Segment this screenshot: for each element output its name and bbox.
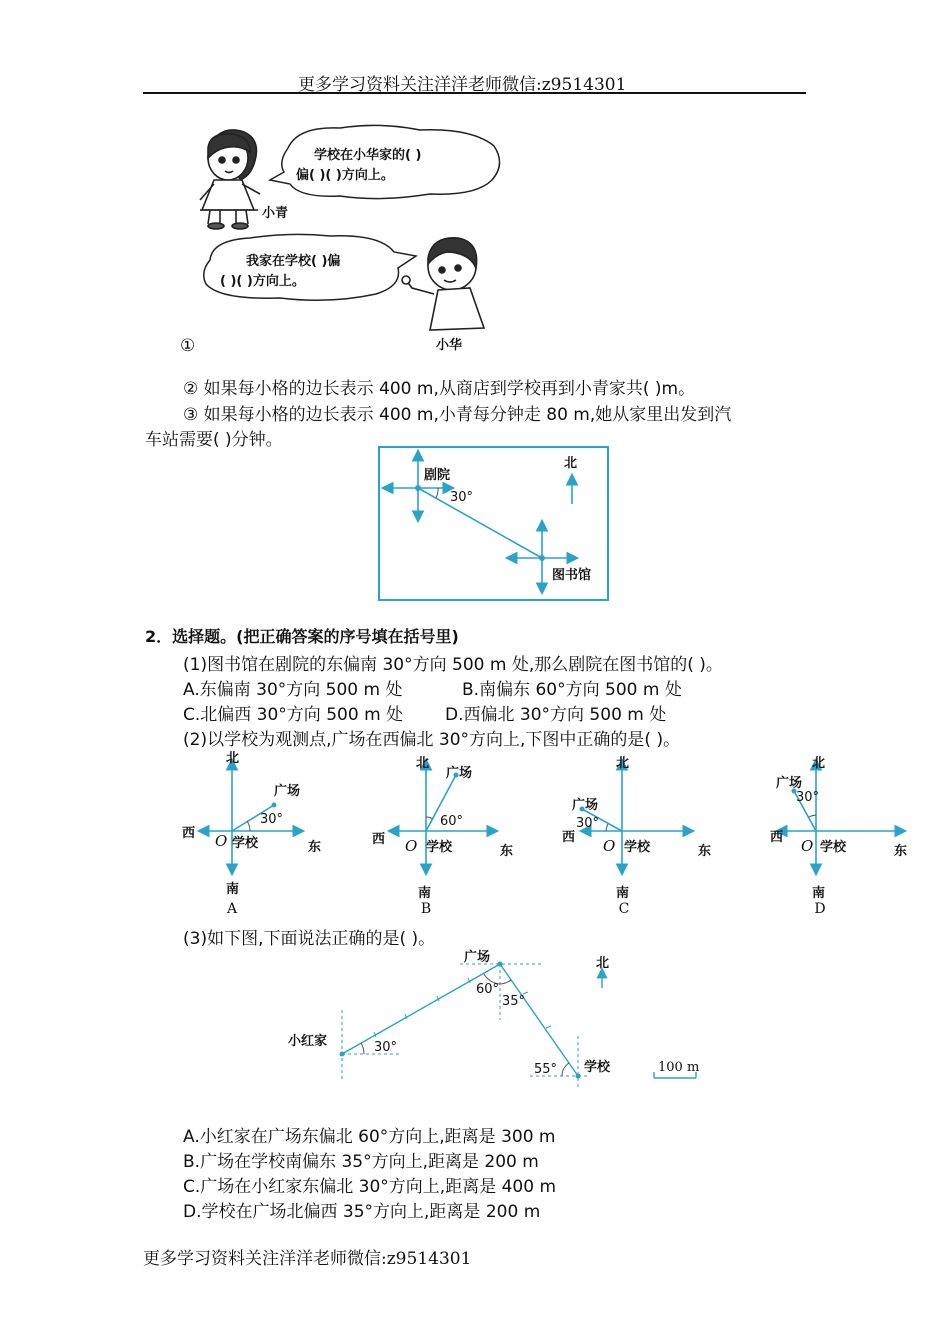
diag-a-east: 东 [308,840,322,855]
diag-b-caption: B [420,901,432,917]
diag-b-school: 学校 [426,840,453,855]
diag-c-west: 西 [562,830,576,845]
circle-one-label: ① [180,336,196,356]
girl-bubble-line1: 学校在小华家的( ) [314,148,422,163]
diag-a-square: 广场 [274,784,301,799]
diag-b-north: 北 [416,756,430,771]
q2-2-question: (2)以学校为观测点,广场在西偏北 30°方向上,下图中正确的是( )。 [183,730,681,750]
diag-c-north: 北 [616,756,630,771]
q2-1-option-b: B.南偏东 60°方向 500 m 处 [462,680,682,700]
diag-d-south: 南 [812,886,826,901]
diag-a-angle: 30° [260,812,284,827]
diag-b-south: 南 [418,886,432,901]
route-map [280,940,720,1100]
route-scale-label: 100 m [658,1060,700,1075]
diag-c-caption: C [618,901,630,917]
diag-b-square: 广场 [446,766,473,781]
diag-b-origin: O [405,837,418,855]
diag-a-school: 学校 [232,836,259,851]
header-rule [143,92,806,94]
diag-a-caption: A [226,901,238,917]
q1-part3-line1: ③ 如果每小格的边长表示 400 m,小青每分钟走 80 m,她从家里出发到汽 [183,405,732,425]
diag-b-angle: 60° [440,814,464,829]
route-school-label: 学校 [584,1060,611,1075]
route-angle-30: 30° [374,1040,398,1055]
diag-d-east: 东 [894,844,908,859]
diag-d-origin: O [801,837,814,855]
diag-c-school: 学校 [624,840,651,855]
map1-theater-label: 剧院 [424,468,451,483]
diag-d-west: 西 [770,830,784,845]
q2-3-option-c: C.广场在小红家东偏北 30°方向上,距离是 400 m [183,1177,557,1197]
diag-c-origin: O [603,837,616,855]
girl-name: 小青 [262,206,289,221]
diag-c-south: 南 [616,886,630,901]
route-angle-60: 60° [476,982,500,997]
diag-d-square: 广场 [776,776,803,791]
diag-c-square: 广场 [572,798,599,813]
route-angle-55: 55° [534,1062,558,1077]
boy-bubble-line2: ( )( )方向上。 [220,274,305,289]
route-home-label: 小红家 [288,1034,328,1049]
girl-bubble-line2: 偏( )( )方向上。 [296,168,394,183]
boy-figure [402,238,484,330]
diag-d-caption: D [814,901,826,917]
girl-figure [200,130,260,229]
diag-c-east: 东 [698,844,712,859]
diag-a-south: 南 [226,882,240,897]
q2-3-question: (3)如下图,下面说法正确的是( )。 [183,929,436,949]
diag-d-school: 学校 [820,840,847,855]
map1-library-label: 图书馆 [552,568,592,583]
page-footer: 更多学习资料关注洋洋老师微信:z9514301 [143,1249,472,1269]
map1-angle-label: 30° [450,490,474,505]
q2-3-option-a: A.小红家在广场东偏北 60°方向上,距离是 300 m [183,1127,556,1147]
route-angle-35: 35° [502,994,526,1009]
map1-north-label: 北 [564,456,578,471]
q2-1-option-d: D.西偏北 30°方向 500 m 处 [445,705,667,725]
diag-c-angle: 30° [576,816,600,831]
route-square-label: 广场 [464,950,491,965]
boy-bubble-line1: 我家在学校( )偏 [246,254,341,269]
q1-part3-line2: 车站需要( )分钟。 [145,430,283,450]
diag-a-west: 西 [182,826,196,841]
q2-1-question: (1)图书馆在剧院的东偏南 30°方向 500 m 处,那么剧院在图书馆的( )。 [183,655,723,675]
q1-part2: ② 如果每小格的边长表示 400 m,从商店到学校再到小青家共( )m。 [183,379,696,399]
diag-d-north: 北 [812,756,826,771]
diag-b-east: 东 [500,844,514,859]
diagram-a [200,761,302,873]
boy-name: 小华 [436,338,463,353]
q2-1-option-a: A.东偏南 30°方向 500 m 处 [183,680,403,700]
q2-heading: 2．选择题。(把正确答案的序号填在括号里) [145,627,459,646]
diag-d-angle: 30° [796,790,820,805]
diag-b-west: 西 [372,832,386,847]
page-header: 更多学习资料关注洋洋老师微信:z9514301 [298,75,627,95]
diag-a-origin: O [215,832,228,850]
diag-a-north: 北 [226,751,240,766]
route-north-label: 北 [596,956,610,971]
q2-3-option-b: B.广场在学校南偏东 35°方向上,距离是 200 m [183,1152,539,1172]
q2-1-option-c: C.北偏西 30°方向 500 m 处 [183,705,404,725]
q2-3-option-d: D.学校在广场北偏西 35°方向上,距离是 200 m [183,1202,541,1222]
